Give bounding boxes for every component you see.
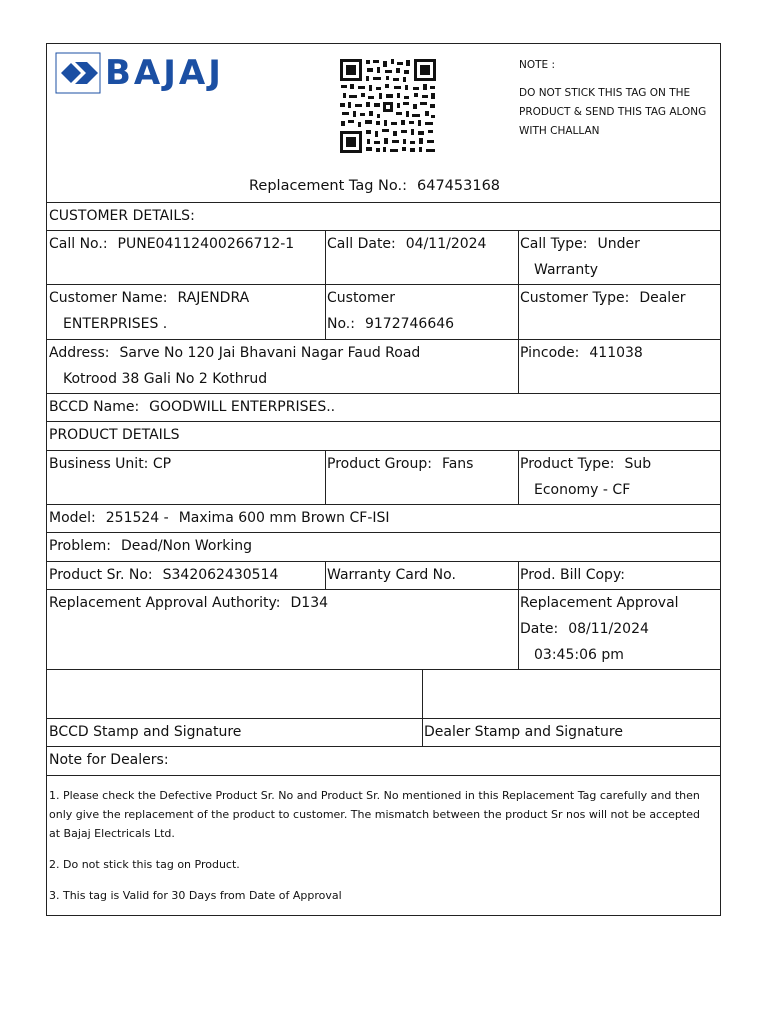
product-sr-no-cell	[49, 562, 278, 588]
customer-name-label: Customer Name:	[49, 290, 168, 306]
model-code: 251524 -	[105, 510, 169, 526]
product-group-value: Fans	[441, 456, 474, 472]
problem-label: Problem:	[49, 538, 111, 554]
address-value-continued: Kotrood 38 Gali No 2 Kothrud	[63, 371, 268, 387]
bccd-stamp-area	[47, 670, 422, 718]
pincode-cell	[520, 340, 643, 366]
product-group-label: Product Group:	[327, 456, 432, 472]
column-divider	[518, 589, 519, 669]
bccd-name-cell	[49, 394, 335, 420]
dealer-note-item: 1. Please check the Defective Product Sr. No and Product Sr. No mentioned in this Replacement Tag carefully and then only give the replacement of the product to customer. The mismatch between the product Sr nos will not be accepted at Bajaj Electricals Ltd.	[49, 789, 700, 840]
customer-no-value: 9172746646	[364, 316, 455, 332]
qr-code	[339, 58, 437, 154]
problem-cell	[49, 533, 252, 559]
call-no-label: Call No.:	[49, 236, 108, 252]
column-divider	[518, 230, 519, 339]
note-body: DO NOT STICK THIS TAG ON THE PRODUCT & SEND THIS TAG ALONG WITH CHALLAN	[519, 87, 707, 137]
customer-no-cell	[327, 285, 454, 337]
customer-name-cell	[49, 285, 249, 337]
customer-no-label: Customer	[327, 290, 396, 306]
product-sr-no-value: S342062430514	[162, 567, 279, 583]
customer-type-value: Dealer	[639, 290, 686, 306]
pincode-value: 411038	[589, 345, 643, 361]
bccd-name-value: GOODWILL ENTERPRISES..	[149, 399, 336, 415]
customer-name-value: RAJENDRA	[177, 290, 250, 306]
dealer-note-item: 2. Do not stick this tag on Product.	[49, 858, 240, 871]
column-divider	[325, 561, 326, 589]
call-type-label: Call Type:	[520, 236, 588, 252]
bccd-signature-label: BCCD Stamp and Signature	[49, 724, 242, 740]
approval-date-label: Date:	[520, 621, 559, 637]
call-type-cell	[520, 231, 640, 283]
business-unit: Business Unit: CP	[49, 456, 172, 472]
address-label: Address:	[49, 345, 110, 361]
model-label: Model:	[49, 510, 96, 526]
product-sr-no-label: Product Sr. No:	[49, 567, 153, 583]
column-divider	[325, 450, 326, 504]
customer-name-value-continued: ENTERPRISES .	[63, 316, 168, 332]
product-type-cell	[520, 451, 651, 503]
product-details-heading: PRODUCT DETAILS	[49, 427, 180, 443]
call-no-cell	[49, 231, 294, 257]
approval-label: Replacement Approval	[520, 595, 679, 611]
approval-authority-cell	[49, 590, 328, 616]
dealer-note-item: 3. This tag is Valid for 30 Days from Date of Approval	[49, 889, 342, 902]
column-divider	[518, 561, 519, 589]
bajaj-logo	[55, 52, 287, 94]
problem-value: Dead/Non Working	[120, 538, 253, 554]
product-type-value-continued: Economy - CF	[534, 482, 631, 498]
address-cell	[49, 340, 420, 392]
product-type-label: Product Type:	[520, 456, 615, 472]
customer-no-label-continued: No.:	[327, 316, 355, 332]
bccd-name-label: BCCD Name:	[49, 399, 140, 415]
call-type-value-continued: Warranty	[534, 262, 599, 278]
call-date-label: Call Date:	[327, 236, 396, 252]
customer-type-label: Customer Type:	[520, 290, 630, 306]
bill-copy-label: Prod. Bill Copy:	[520, 567, 625, 583]
customer-type-cell	[520, 285, 686, 311]
note-heading: NOTE :	[519, 59, 556, 71]
replacement-tag-value: 647453168	[417, 178, 501, 194]
bajaj-logo-mark	[55, 52, 101, 94]
call-no-value: PUNE04112400266712-1	[117, 236, 295, 252]
column-divider	[518, 339, 519, 393]
call-date-value: 04/11/2024	[405, 236, 487, 252]
dealer-stamp-area	[423, 670, 720, 718]
product-type-value: Sub	[624, 456, 652, 472]
approval-date-cell	[520, 590, 679, 668]
model-name: Maxima 600 mm Brown CF-ISI	[178, 510, 390, 526]
approval-authority-value: D134	[290, 595, 329, 611]
replacement-tag-number	[249, 173, 500, 199]
replacement-tag	[46, 43, 721, 916]
bajaj-logo-text: BAJAJ	[105, 53, 224, 93]
address-value: Sarve No 120 Jai Bhavani Nagar Faud Road	[119, 345, 421, 361]
dealer-signature-label: Dealer Stamp and Signature	[424, 724, 623, 740]
column-divider	[325, 230, 326, 339]
call-date-cell	[327, 231, 486, 257]
dealer-notes-heading: Note for Dealers:	[49, 752, 169, 768]
replacement-tag-label: Replacement Tag No.:	[249, 178, 407, 194]
approval-authority-label: Replacement Approval Authority:	[49, 595, 281, 611]
divider	[47, 775, 720, 776]
column-divider	[518, 450, 519, 504]
call-type-value: Under	[597, 236, 640, 252]
approval-time-value: 03:45:06 pm	[534, 647, 624, 663]
product-group-cell	[327, 451, 473, 477]
warranty-card-label: Warranty Card No.	[327, 567, 456, 583]
customer-details-heading: CUSTOMER DETAILS:	[49, 208, 195, 224]
approval-date-value: 08/11/2024	[568, 621, 649, 637]
model-cell	[49, 505, 390, 531]
pincode-label: Pincode:	[520, 345, 580, 361]
